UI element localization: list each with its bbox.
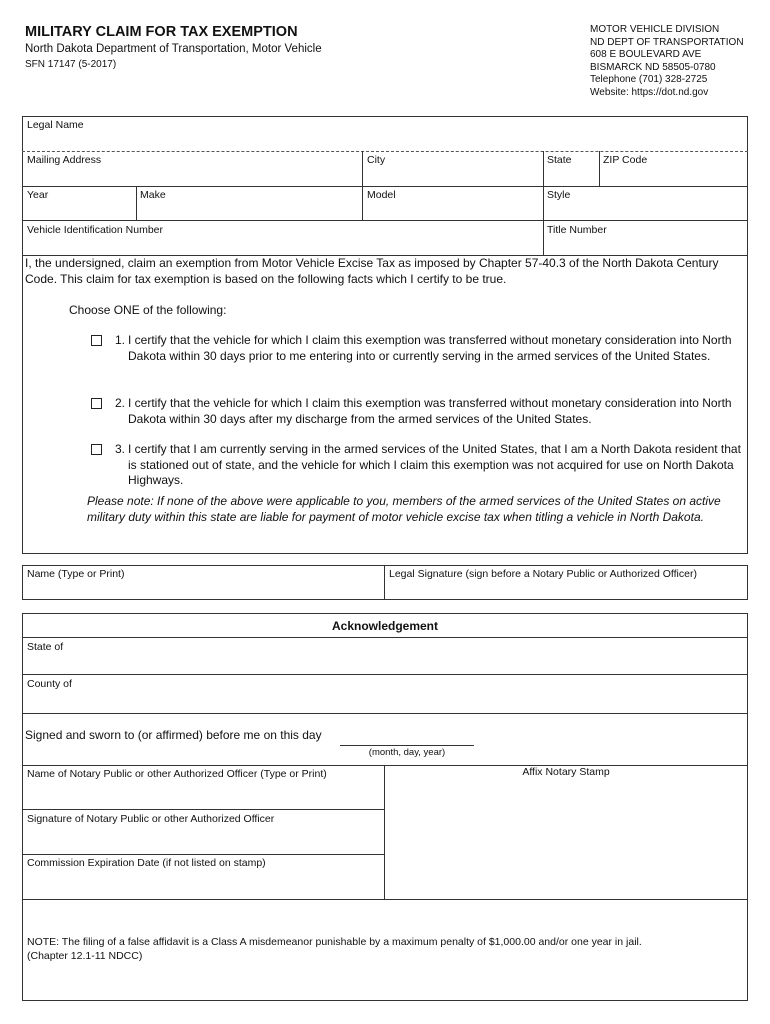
divider	[22, 713, 748, 714]
legal-name-field[interactable]	[23, 133, 747, 150]
make-label: Make	[140, 189, 166, 201]
notary-signature-label: Signature of Notary Public or other Authorized Officer	[27, 813, 275, 825]
sworn-statement: Signed and sworn to (or affirmed) before me on this day	[25, 728, 322, 742]
vin-label: Vehicle Identification Number	[27, 224, 163, 236]
notary-stamp-area[interactable]	[385, 782, 747, 898]
year-field[interactable]	[23, 203, 135, 219]
year-label: Year	[27, 189, 49, 201]
notary-signature-field[interactable]	[23, 827, 383, 853]
legal-name-label: Legal Name	[27, 119, 84, 131]
address-line: Telephone (701) 328-2725	[590, 74, 708, 85]
zip-field[interactable]	[600, 168, 747, 185]
option-2-text: I certify that the vehicle for which I claim this exemption was transferred without monetary consideration into North Dakota within 30 days after my discharge from the armed services of the United States.	[128, 396, 732, 426]
date-underline	[340, 745, 474, 746]
state-of-label: State of	[27, 641, 64, 653]
divider	[22, 809, 384, 810]
ndcc-reference: (Chapter 12.1-11 NDCC)	[27, 950, 143, 962]
divider	[22, 186, 748, 187]
address-line: Website: https://dot.nd.gov	[590, 86, 709, 98]
model-label: Model	[367, 189, 396, 201]
sworn-date-field[interactable]	[340, 728, 474, 745]
claim-statement: I, the undersigned, claim an exemption from Motor Vehicle Excise Tax as imposed by Chapter 57-40.3 of the North Dakota Century Code. This claim for tax exemption is based on the following facts which I certify to be true.	[25, 256, 719, 286]
option-1-checkbox[interactable]	[91, 335, 102, 346]
state-label: State	[547, 154, 572, 166]
address-line: 608 E BOULEVARD AVE	[590, 49, 702, 60]
city-field[interactable]	[363, 168, 542, 185]
form-title: MILITARY CLAIM FOR TAX EXEMPTION	[25, 24, 298, 40]
department-name: North Dakota Department of Transportation, Motor Vehicle	[25, 43, 322, 55]
legal-signature-label: Legal Signature (sign before a Notary Public or Authorized Officer)	[389, 568, 697, 580]
address-line: ND DEPT OF TRANSPORTATION	[590, 36, 744, 48]
option-2-checkbox[interactable]	[91, 398, 102, 409]
model-field[interactable]	[363, 203, 542, 219]
style-label: Style	[547, 189, 571, 201]
vin-field[interactable]	[23, 238, 542, 254]
divider	[22, 899, 748, 900]
title-number-label: Title Number	[547, 224, 607, 236]
false-affidavit-note: NOTE: The filing of a false affidavit is a Class A misdemeanor punishable by a maximum penalty of $1,000.00 and/or one year in jail.	[27, 936, 642, 948]
option-number: 2.	[115, 396, 126, 410]
name-print-label: Name (Type or Print)	[27, 568, 125, 580]
notary-name-field[interactable]	[23, 782, 383, 808]
legal-signature-field[interactable]	[385, 582, 747, 599]
state-field[interactable]	[544, 168, 598, 185]
mailing-address-label: Mailing Address	[27, 154, 102, 166]
style-field[interactable]	[544, 203, 747, 219]
form-number: SFN 17147 (5-2017)	[25, 59, 117, 70]
address-line: BISMARCK ND 58505-0780	[590, 61, 716, 73]
divider	[22, 151, 748, 152]
zip-label: ZIP Code	[603, 154, 648, 166]
notary-stamp-label: Affix Notary Stamp	[522, 766, 610, 778]
option-3-text: I certify that I am currently serving in the armed services of the United States, that I am a North Dakota resident that is stationed out of state, and the vehicle for which I claim this exemption was not acquired for use on North Dakota Highways.	[128, 442, 741, 487]
acknowledgement-heading: Acknowledgement	[331, 619, 439, 633]
option-number: 1.	[115, 333, 126, 347]
state-of-field[interactable]	[23, 655, 747, 673]
option-number: 3.	[115, 442, 126, 456]
please-note: Please note: If none of the above were applicable to you, members of the armed services of the United States on active military duty within this state are liable for payment of motor vehicle excise tax when titling a vehicle in North Dakota.	[87, 494, 721, 524]
commission-expiration-label: Commission Expiration Date (if not listed on stamp)	[27, 857, 266, 869]
commission-expiration-field[interactable]	[23, 871, 383, 898]
notary-name-label: Name of Notary Public or other Authorized Officer (Type or Print)	[27, 768, 327, 780]
make-field[interactable]	[137, 203, 361, 219]
division-address	[590, 24, 744, 99]
date-hint: (month, day, year)	[368, 747, 446, 758]
title-number-field[interactable]	[544, 238, 747, 254]
divider	[22, 637, 748, 638]
option-1-text: I certify that the vehicle for which I claim this exemption was transferred without monetary consideration into North Dakota within 30 days prior to me entering into or currently serving in the armed services of the United States.	[128, 333, 732, 363]
name-print-field[interactable]	[23, 582, 383, 599]
city-label: City	[367, 154, 386, 166]
address-line: MOTOR VEHICLE DIVISION	[590, 24, 720, 35]
divider	[22, 674, 748, 675]
county-of-field[interactable]	[23, 692, 747, 712]
mailing-address-field[interactable]	[23, 168, 361, 185]
choose-instruction: Choose ONE of the following:	[69, 303, 227, 317]
divider	[22, 854, 384, 855]
divider	[22, 220, 748, 221]
option-3-checkbox[interactable]	[91, 444, 102, 455]
county-of-label: County of	[27, 678, 72, 690]
